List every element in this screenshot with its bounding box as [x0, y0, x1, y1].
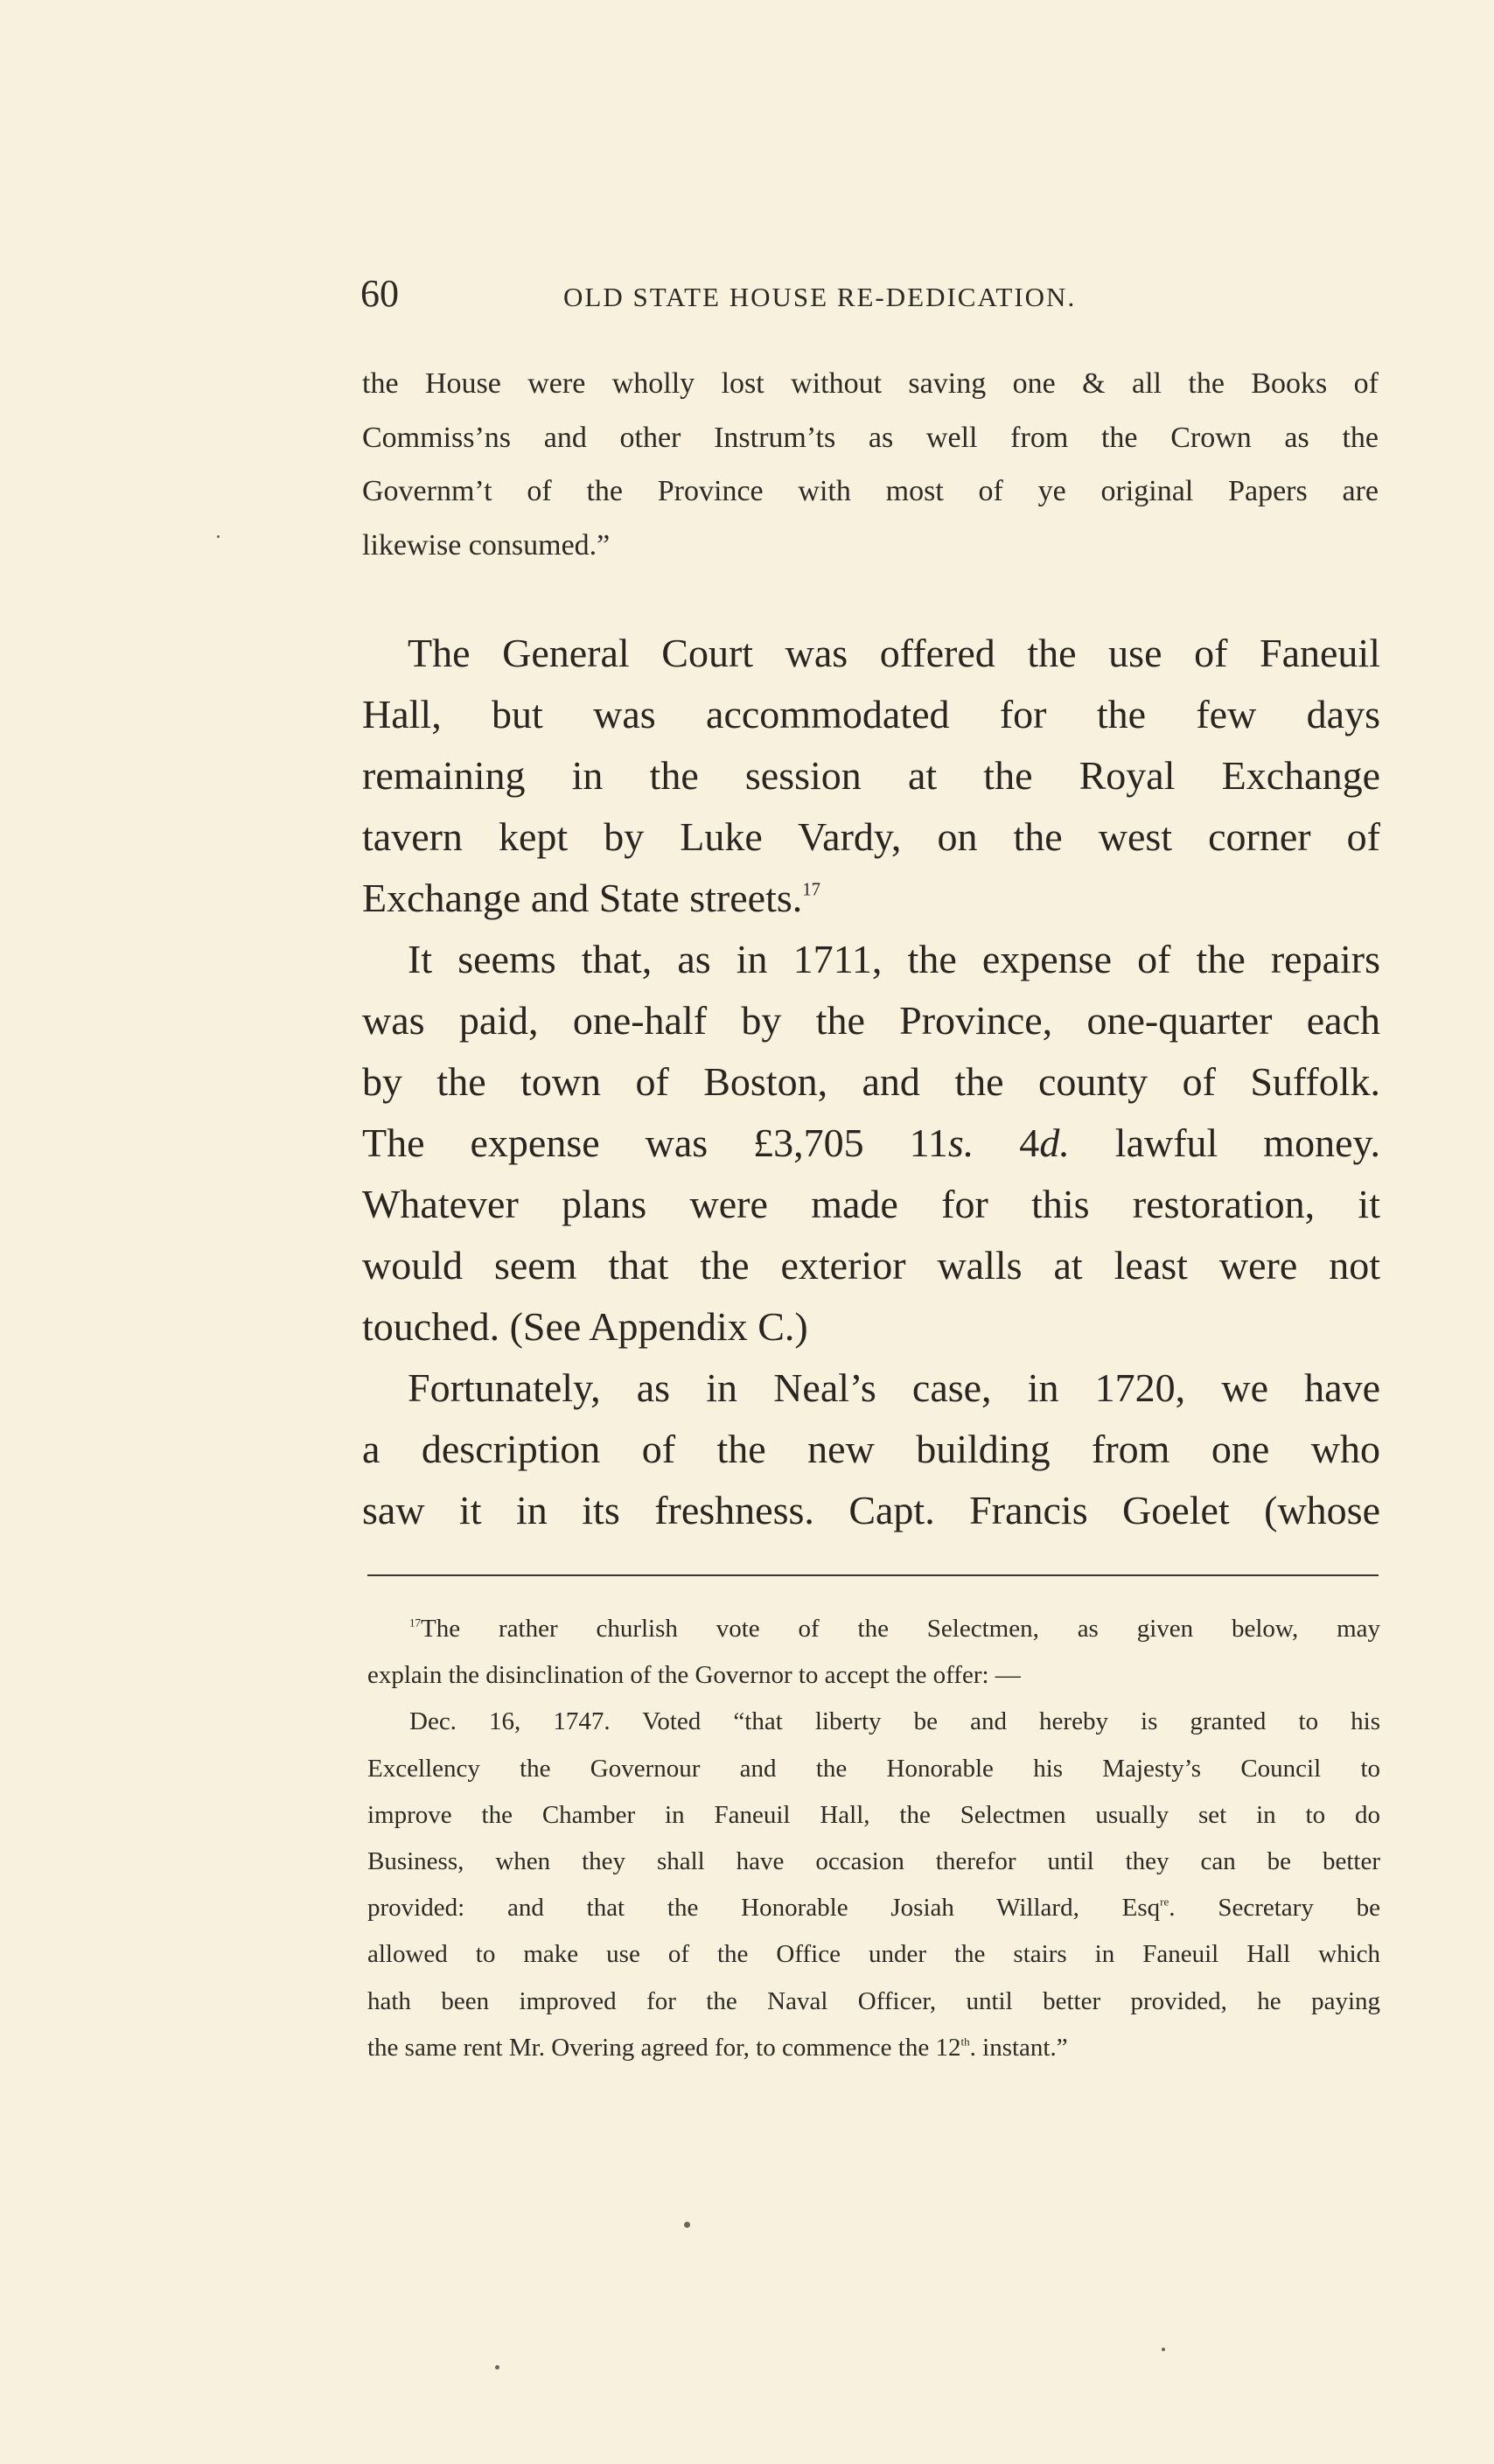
body-line: tavern kept by Luke Vardy, on the west corner of — [362, 814, 1380, 859]
footnote-line: hath been improved for the Naval Officer, until better provided, he paying — [367, 1986, 1380, 2015]
superscript: re — [1160, 1895, 1169, 1909]
body-line: It seems that, as in 1711, the expense of the repairs — [408, 937, 1380, 981]
body-line-text: Exchange and State streets. — [362, 876, 803, 920]
footnote-line — [367, 1606, 1380, 1652]
footnote-text: provided: and that the Honorable Josiah Willard, Esq — [367, 1894, 1161, 1923]
body-line: Fortunately, as in Neal’s case, in 1720, we have — [408, 1365, 1380, 1410]
paper-speck — [1162, 2348, 1165, 2351]
footnote-line — [367, 2025, 1380, 2071]
footnote-line: allowed to make use of the Office under the stairs in Faneuil Hall which — [367, 1940, 1380, 1969]
body-line: touched. (See Appendix C.) — [362, 1304, 808, 1349]
footnote-text: The rather churlish vote of the Selectmen, as given below, may — [421, 1615, 1380, 1643]
body-text — [362, 623, 1380, 1541]
expense-text: The expense was £3,705 11 — [362, 1120, 948, 1165]
footnote-text: . Secretary be — [1169, 1894, 1381, 1923]
footnote-line: improve the Chamber in Faneuil Hall, the Selectmen usually set in to do — [367, 1800, 1380, 1829]
pence-abbrev: d. — [1039, 1120, 1070, 1165]
running-head: OLD STATE HOUSE RE-DEDICATION. — [563, 282, 1077, 312]
footnote-text: . instant.” — [969, 2033, 1068, 2062]
superscript: th — [960, 2035, 970, 2049]
footnote-line: explain the disinclination of the Governor to accept the offer: — — [367, 1661, 1021, 1690]
shillings-abbrev: s. — [947, 1120, 974, 1165]
footnotes — [367, 1606, 1380, 2071]
body-line: by the town of Boston, and the county of Suffolk. — [362, 1059, 1380, 1104]
page-header — [360, 264, 1382, 317]
quoted-passage — [362, 357, 1379, 572]
footnote-line: Dec. 16, 1747. Voted “that liberty be and hereby is granted to his — [409, 1707, 1380, 1736]
quote-line: Governm’t of the Province with most of ye original Papers are — [362, 475, 1379, 507]
body-line — [362, 1113, 1380, 1174]
expense-pence: 4 — [974, 1120, 1040, 1165]
footnote-line: Business, when they shall have occasion therefor until they can be better — [367, 1847, 1380, 1876]
footnote-text: the same rent Mr. Overing agreed for, to commence the 12 — [367, 2033, 961, 2062]
footnote-line: Excellency the Governour and the Honorable his Majesty’s Council to — [367, 1754, 1380, 1783]
paper-speck — [217, 535, 220, 538]
quote-line: the House were wholly lost without saving one & all the Books of — [362, 367, 1379, 400]
body-line: Hall, but was accommodated for the few days — [362, 692, 1380, 736]
footnote-marker: 17 — [409, 1616, 422, 1630]
body-line: was paid, one-half by the Province, one-quarter each — [362, 998, 1380, 1043]
paper-speck — [684, 2222, 690, 2228]
body-line: remaining in the session at the Royal Exchange — [362, 753, 1380, 798]
body-line: The General Court was offered the use of Faneuil — [408, 631, 1380, 675]
body-line: Whatever plans were made for this restoration, it — [362, 1182, 1380, 1226]
quote-line: Commiss’ns and other Instrum’ts as well from the Crown as the — [362, 421, 1379, 454]
body-line: a description of the new building from one who — [362, 1427, 1380, 1471]
footnote-reference: 17 — [802, 880, 820, 900]
body-line — [362, 868, 1380, 929]
expense-tail: lawful money. — [1069, 1120, 1380, 1165]
body-line: would seem that the exterior walls at least were not — [362, 1243, 1380, 1288]
page-number: 60 — [360, 272, 399, 315]
quote-line: likewise consumed.” — [362, 528, 611, 562]
footnote-divider — [367, 1574, 1379, 1576]
paper-speck — [495, 2365, 499, 2370]
body-line: saw it in its freshness. Capt. Francis Goelet (whose — [362, 1488, 1380, 1532]
footnote-line — [367, 1885, 1380, 1931]
